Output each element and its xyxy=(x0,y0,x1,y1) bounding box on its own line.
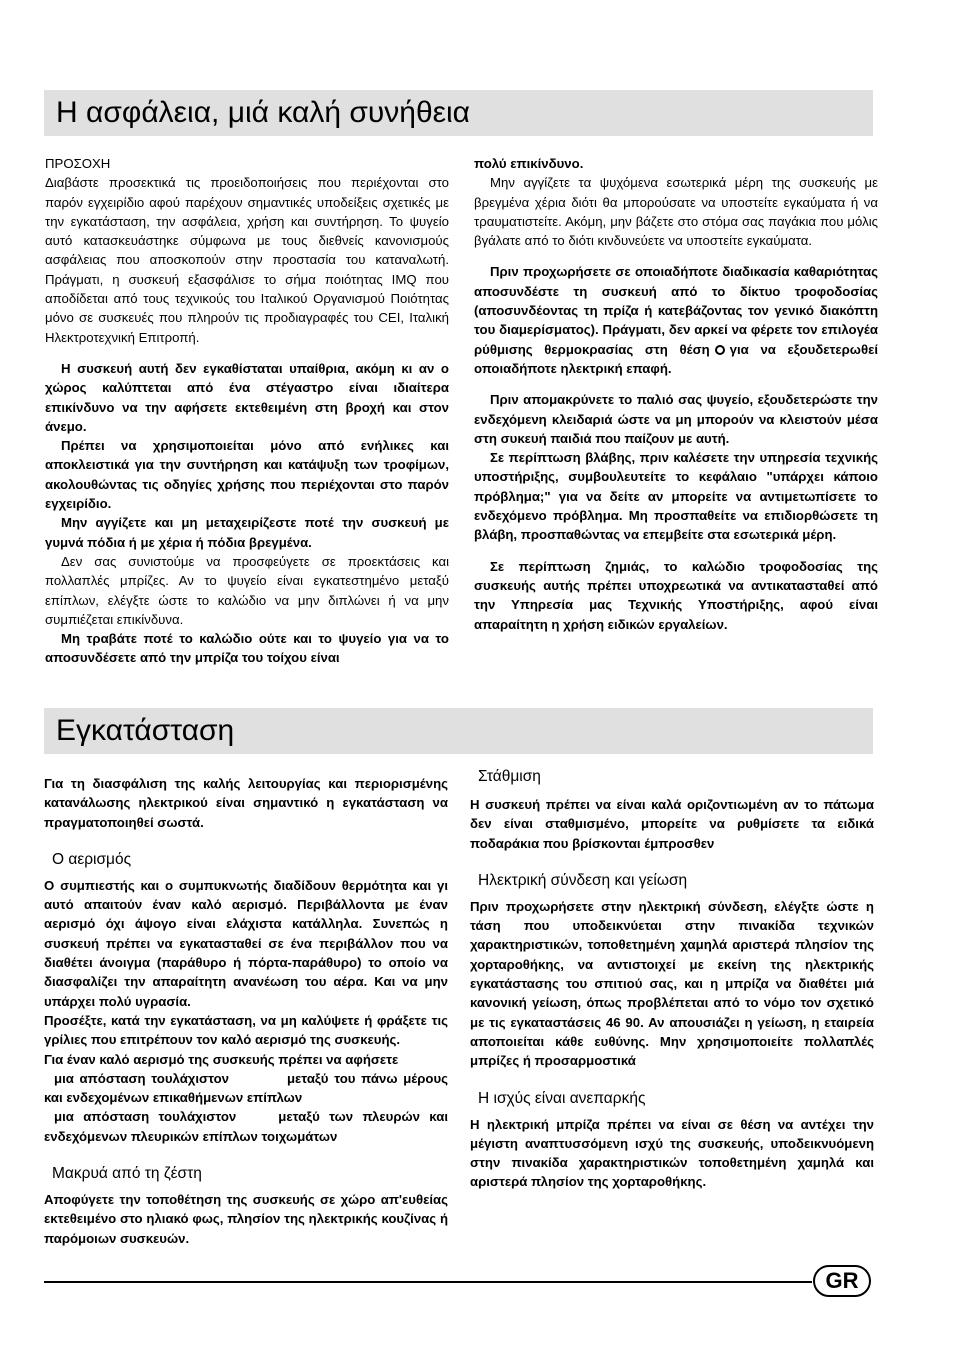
heading-heat: Μακρυά από τη ζέστη xyxy=(52,1165,202,1183)
safety-damaged-cable-paragraph: Σε περίπτωση ζημιάς, το καλώδιο τροφοδοσίας της συσκευής αυτής πρέπει υποχρεωτικά να αντικατασταθεί από την Υπηρεσία μας Τεχνικής Υποστήριξης, αφού είναι απαραίτητη η χρήση ειδικών εργαλείων. xyxy=(474,558,878,632)
language-badge: GR xyxy=(813,1265,871,1297)
ventilation-distance-intro: Για έναν καλό αερισμό της συσκευής πρέπει να αφήσετε xyxy=(44,1051,399,1067)
ventilation-side-gap xyxy=(44,1107,448,1146)
heat-paragraph: Αποφύγετε την τοποθέτηση της συσκευής σε χώρο απ'ευθείας εκτεθειμένο στο ηλιακό φως, πλησίον της ηλεκτρικής κουζίνας ή παρόμοιων συσκευών. xyxy=(44,1192,448,1246)
warning-label: ΠΡΟΣΟΧΗ xyxy=(45,156,111,171)
side-gap-text: μια απόσταση τουλάχιστον xyxy=(54,1109,237,1125)
off-position-icon xyxy=(715,345,725,355)
ventilation-grilles-paragraph: Προσέξτε, κατά την εγκατάσταση, να μη καλύψετε ή φράξετε τις γρίλιες που επιτρέπουν τον καλό αερισμό της συσκευής. xyxy=(44,1012,448,1048)
section-title-installation: Εγκατάσταση xyxy=(44,708,873,754)
installation-right-column xyxy=(470,767,874,1192)
side-gap-text-end: μεταξύ των πλευρών και ενδεχόμενων πλευρικών επίπλων τοιχωμάτων xyxy=(44,1109,448,1144)
safety-outdoor-paragraph: Η συσκευή αυτή δεν εγκαθίσταται υπαίθρια, ακόμη κι αν ο χώρος καλύπτεται από ένα στέγαστρο είναι ιδιαίτερα επικίνδυνο να την αφήσετε εκτεθειμένη στη βροχή και στον άνεμο. xyxy=(45,360,449,434)
leveling-paragraph: Η συσκευή πρέπει να είναι καλά οριζοντιωμένη αν το πάτωμα δεν είναι σταθμισμένο, μπορείτε να ρυθμίσετε τα ειδικά ποδαράκια που βρίσκονται έμπροσθεν xyxy=(470,797,874,851)
safety-old-fridge-paragraph: Πριν απομακρύνετε το παλιό σας ψυγείο, εξουδετερώστε την ενδεχόμενη κλειδαριά ώστε να μη μπορούν να κλειστούν μέσα στη συκευή παιδιά που παίζουν με αυτή. xyxy=(474,392,878,446)
top-gap-text-end: μεταξύ του πάνω μέρους και ενδεχομένων επικαθήμενων επίπλων xyxy=(44,1070,448,1106)
safety-extensions-paragraph: Δεν σας συνιστούμε να προσφεύγετε σε προεκτάσεις και πολλαπλές μπρίζες. Αν το ψυγείο είναι εγκατεστημένο μεταξύ επίπλων, ελέγξτε ώστε το καλώδιο να μην διπλώνει ή να μην συμπιέζεται επικίνδυνα. xyxy=(45,553,449,627)
heading-electrical: Ηλεκτρική σύνδεση και γείωση xyxy=(478,871,688,889)
safety-right-column xyxy=(474,154,878,634)
heading-power: Η ισχύς είναι ανεπαρκής xyxy=(478,1089,646,1107)
heading-leveling: Στάθμιση xyxy=(478,768,541,785)
safety-intro-paragraph: Διαβάστε προσεκτικά τις προειδοποιήσεις που περιέχονται στο παρόν εγχειρίδιο αφού παρέχουν σημαντικές υποδείξεις σχετικές με την εγκατάσταση, την ασφάλεια, χρήση και συντήρηση. Το ψυγείο αυτό κατασκευάστηκε σύμφωνα με τους διεθνείς κανονισμούς ασφάλειας που αποσκοπούν στην προστασία του καταναλωτή. Πράγματι, η συσκευή εξασφάλισε το σήμα ποιότητας IMQ που αποδίδεται από τους τεχνικούς του Ιταλικού Οργανισμού Ποιότητας μόνο σε συσκευές που πληρούν τις προδιαγραφές του CEI, Ιταλική Ηλεκτροτεχνική Επιτροπή. xyxy=(45,175,449,345)
electrical-paragraph: Πριν προχωρήσετε στην ηλεκτρική σύνδεση, ελέγξτε ώστε η τάση που υποδεικνύεται στην πινακίδα τεχνικών χαρακτηριστικών, τοποθετημένη χαμηλά αριστερά πλησίον της χορταροθήκης, να αντιστοιχεί με εκείνη της ηλεκτρικής εγκατάστασης του σπιτιού σας, και η μπρίζα να διαθέτει μιά κανονική γείωση, όπως προβλέπεται από το νόμο τον σχετικό με τις εγκαταστάσεις 46 90. Αν απουσιάζει η γείωση, η εταιρεία αποποιείται κάθε ευθύνης. Μην χρησιμοποιείτε πολλαπλές μπρίζες ή προσαρμοστικά xyxy=(470,898,874,1069)
ventilation-paragraph: Ο συμπιεστής και ο συμπυκνωτής διαδίδουν θερμότητα και γι αυτό απαιτούν έναν καλό αερισμό. Περιβάλλοντα με έναν αερισμό όχι άψογο είναι ελάχιστα κατάλληλα. Συνεπώς η συσκευή πρέπει να εγκατασταθεί σε ένα περιβάλλον που να διαθέτει άνοιγμα (παράθυρο ή πόρτα-παράθυρο) το οποίο να διασφαλίζει την απαραίτητη ανανέωση του αέρα. Και να μην υπάρχει πολύ υγρασία. xyxy=(44,877,448,1009)
safety-left-column xyxy=(45,154,449,668)
safety-barefoot-paragraph: Μην αγγίζετε και μη μεταχειρίζεστε ποτέ την συσκευή με γυμνά πόδια ή με χέρια ή πόδια βρεγμένα. xyxy=(45,515,449,550)
heading-ventilation: Ο αερισμός xyxy=(52,850,132,868)
cleaning-text: Πριν προχωρήσετε σε οποιαδήποτε διαδικασία καθαριότητας αποσυνδέστε τη συσκευή από το δίκτυο τροφοδοσίας (αποσυνδέοντας τη πρίζα ή κατεβάζοντας τον γενικό διακόπτη του διαμερίσματος). Πράγματι, δεν αρκεί να φέρετε τον επιλογέα ρύθμισης θερμοκρασίας στη θέση xyxy=(474,264,878,357)
power-paragraph: Η ηλεκτρική μπρίζα πρέπει να είναι σε θέση να αντέχει την μέγιστη αναπτυσσόμενη ισχύ της συσκευής, υποδεικνυόμενη στην πινακίδα χαρακτηριστικών τοποθετημένη χαμηλά και αριστερά πλησίον της χορταροθήκης. xyxy=(470,1116,874,1190)
cleaning-text-end: για να εξουδετερωθεί οποιαδήποτε ηλεκτρική επαφή. xyxy=(474,341,878,376)
safety-malfunction-paragraph: Σε περίπτωση βλάβης, πριν καλέσετε την υπηρεσία τεχνικής υποστήριξης, συμβουλευτείτε το κεφάλαιο "υπάρχει κάποιο πρόβλημα;" για να δείτε αν μπορείτε να αντιμετωπίσετε το ενδεχόμενο πρόβλημα. Μη προσπαθείτε να επιδιορθώσετε τη βλάβη, προσπαθώντας να επεμβείτε στα εσωτερικά μέρη. xyxy=(474,450,878,543)
ventilation-top-gap xyxy=(44,1069,448,1108)
section-title-safety: Η ασφάλεια, μιά καλή συνήθεια xyxy=(44,90,873,136)
top-gap-text: μια απόσταση τουλάχιστον xyxy=(54,1070,229,1086)
installation-left-column xyxy=(44,774,448,1248)
safety-dangerous-continuation: πολύ επικίνδυνο. xyxy=(474,156,584,171)
safety-cable-paragraph: Μη τραβάτε ποτέ το καλώδιο ούτε και το ψυγείο για να το αποσυνδέσετε από την μπρίζα του τοίχου είναι xyxy=(45,631,449,666)
safety-cold-parts-paragraph: Μην αγγίζετε τα ψυχόμενα εσωτερικά μέρη της συσκευής με βρεγμένα χέρια διότι θα μπορούσατε να υποστείτε εγκαύματα ή να τραυματιστείτε. Ακόμη, μην βάζετε στο στόμα σας παγάκια που μόλις βγάλατε από το διότι κινδυνεύετε να υποστείτε εγκαύματα. xyxy=(474,175,878,249)
safety-cleaning-paragraph xyxy=(474,262,878,378)
safety-adults-paragraph: Πρέπει να χρησιμοποιείται μόνο από ενήλικες και αποκλειστικά για την συντήρηση και κατάψυξη των τροφίμων, ακολουθώντας τις οδηγίες χρήσης που περιέχονται στο παρόν εγχειρίδιο. xyxy=(45,438,449,512)
installation-intro: Για τη διασφάλιση της καλής λειτουργίας και περιορισμένης κατανάλωσης ηλεκτρικού είναι σημαντικό η εγκατάσταση να πραγματοποιηθεί σωστά. xyxy=(44,776,448,830)
footer-rule xyxy=(44,1281,812,1283)
